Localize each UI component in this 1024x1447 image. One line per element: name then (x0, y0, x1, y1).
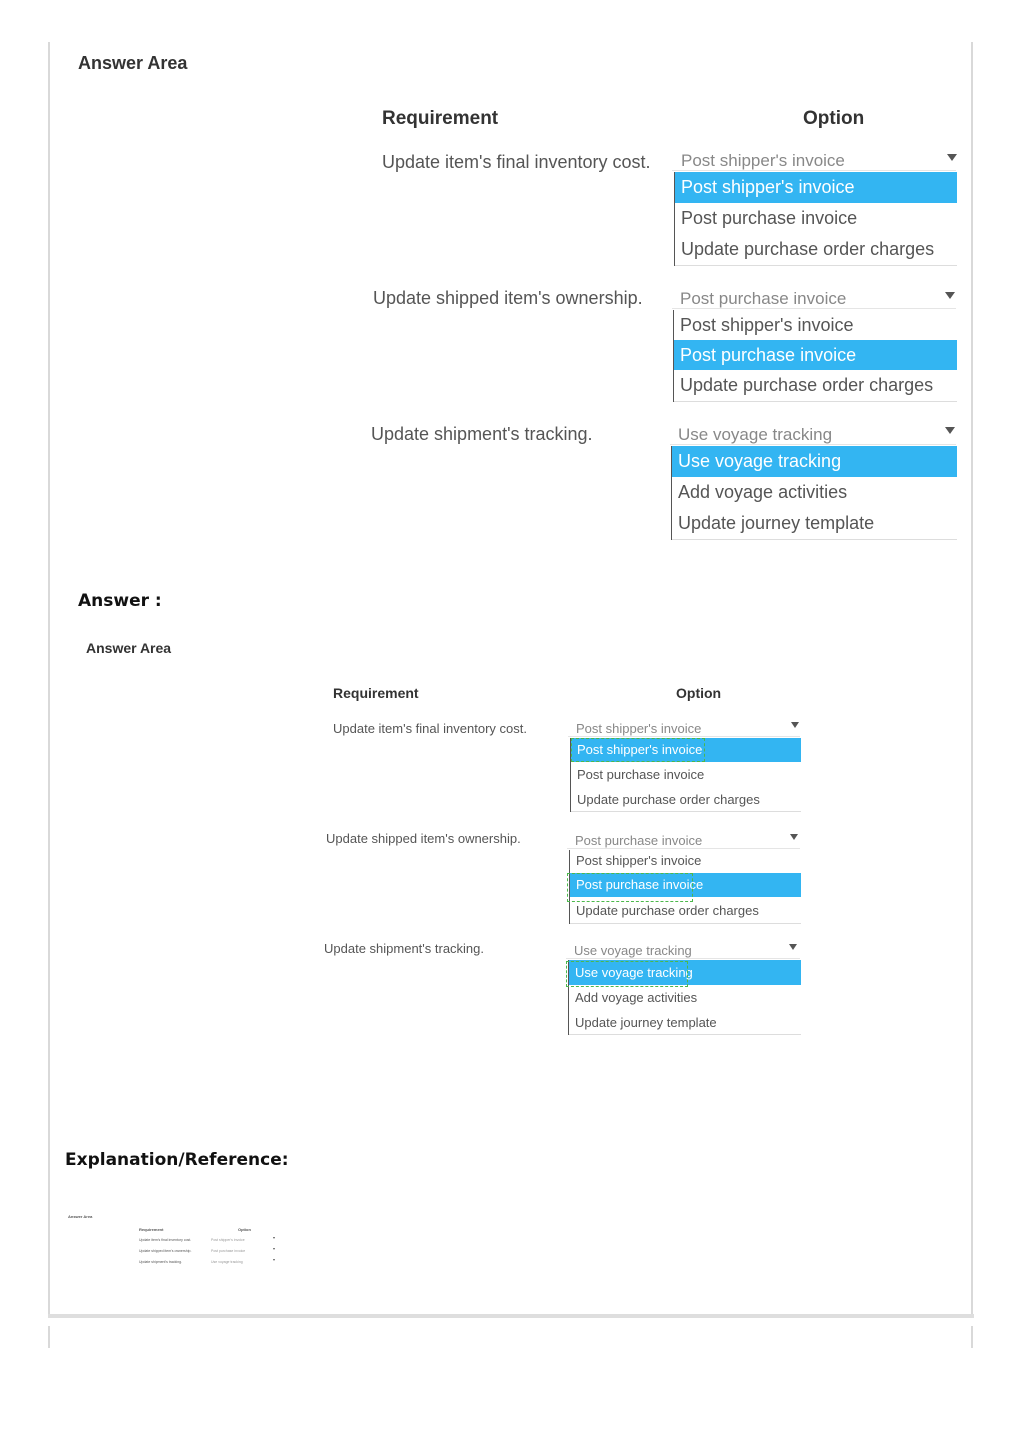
requirement-text: Update shipment's tracking. (371, 424, 593, 444)
requirement-header: Requirement (333, 685, 419, 701)
dropdown-option[interactable]: Post purchase invoice (577, 767, 705, 782)
dropdown-underline (672, 308, 956, 309)
mini-requirement-text: Update shipped item's ownership. (139, 1249, 192, 1253)
mini-answer-area-title: Answer Area (68, 1214, 93, 1219)
option-dropdown[interactable] (566, 940, 800, 1036)
chevron-down-icon[interactable] (945, 427, 955, 434)
dropdown-option[interactable]: Update purchase order charges (681, 239, 935, 259)
mini-selected-value: Use voyage tracking (211, 1260, 243, 1264)
explanation-label: Explanation/Reference: (65, 1150, 289, 1170)
option-dropdown[interactable] (567, 830, 800, 926)
dropdown-option[interactable]: Use voyage tracking (569, 960, 801, 985)
next-page-border-right (971, 1326, 973, 1348)
dropdown-option-list (674, 172, 957, 266)
requirement-text: Update shipped item's ownership. (326, 831, 521, 846)
option-header: Option (676, 685, 722, 701)
dropdown-bottom-border (672, 539, 957, 540)
dropdown-selected-value[interactable]: Use voyage tracking (574, 943, 692, 958)
mini-chevron-icon (273, 1248, 275, 1250)
answer-label: Answer : (78, 591, 162, 611)
dropdown-option-list (671, 446, 957, 540)
dropdown-option[interactable]: Use voyage tracking (672, 446, 957, 477)
dropdown-underline (567, 848, 800, 849)
chevron-down-icon[interactable] (945, 292, 955, 299)
mini-chevron-icon (273, 1259, 275, 1261)
dropdown-underline (566, 958, 800, 959)
dropdown-option[interactable]: Post purchase invoice (674, 340, 957, 370)
dropdown-option[interactable]: Update purchase order charges (680, 375, 934, 395)
requirement-text: Update shipment's tracking. (324, 941, 485, 956)
dropdown-option[interactable]: Update purchase order charges (577, 792, 760, 807)
option-header: Option (803, 108, 865, 129)
chevron-down-icon[interactable] (789, 944, 797, 950)
dropdown-underline (670, 444, 956, 445)
dropdown-option-list (570, 738, 801, 812)
requirement-text: Update item's final inventory cost. (333, 721, 527, 736)
option-dropdown[interactable] (568, 718, 800, 814)
dropdown-option[interactable]: Post shipper's invoice (576, 853, 702, 868)
option-dropdown[interactable] (670, 420, 956, 542)
mini-requirement-header: Requirement (139, 1227, 164, 1232)
dropdown-bottom-border (674, 401, 957, 402)
mini-requirement-text: Update shipment's tracking. (139, 1260, 183, 1264)
dropdown-option-list (568, 960, 801, 1035)
dropdown-bottom-border (675, 265, 957, 266)
option-dropdown[interactable] (672, 284, 956, 404)
requirement-text: Update item's final inventory cost. (382, 152, 651, 172)
dropdown-bottom-border (570, 923, 801, 924)
chevron-down-icon[interactable] (790, 834, 798, 840)
dropdown-option[interactable]: Add voyage activities (575, 990, 698, 1005)
answer-area-title: Answer Area (86, 640, 172, 656)
dropdown-option-list (569, 850, 801, 924)
dropdown-underline (568, 736, 800, 737)
page-border-left (48, 42, 50, 1316)
dropdown-underline (672, 170, 956, 171)
dropdown-option[interactable]: Post shipper's invoice (680, 315, 854, 335)
dropdown-option[interactable]: Post purchase invoice (681, 208, 858, 228)
dropdown-option[interactable]: Post shipper's invoice (675, 172, 957, 203)
dropdown-selected-value[interactable]: Post shipper's invoice (681, 151, 845, 170)
requirement-header: Requirement (382, 108, 499, 129)
dropdown-option[interactable]: Post purchase invoice (570, 873, 801, 897)
next-page-border-left (48, 1326, 50, 1348)
dropdown-option[interactable]: Update journey template (575, 1015, 717, 1030)
page-border-right (971, 42, 973, 1316)
dropdown-option-list (673, 310, 957, 402)
dropdown-selected-value[interactable]: Post purchase invoice (680, 289, 847, 308)
dropdown-option[interactable]: Add voyage activities (678, 482, 848, 502)
dropdown-selected-value[interactable]: Use voyage tracking (678, 425, 833, 444)
dropdown-selected-value[interactable]: Post shipper's invoice (576, 721, 702, 736)
requirement-text: Update shipped item's ownership. (373, 288, 643, 308)
dropdown-option[interactable]: Update journey template (678, 513, 875, 533)
mini-option-header: Option (238, 1227, 251, 1232)
dropdown-bottom-border (571, 811, 801, 812)
dropdown-bottom-border (569, 1034, 801, 1035)
chevron-down-icon[interactable] (791, 722, 799, 728)
answer-area-title: Answer Area (78, 53, 188, 73)
option-dropdown[interactable] (672, 146, 956, 268)
chevron-down-icon[interactable] (947, 154, 957, 161)
dropdown-option[interactable]: Update purchase order charges (576, 903, 759, 918)
page-border-bottom (48, 1314, 974, 1318)
dropdown-selected-value[interactable]: Post purchase invoice (575, 833, 703, 848)
mini-selected-value: Post purchase invoice (211, 1249, 246, 1253)
dropdown-option[interactable]: Post shipper's invoice (571, 738, 801, 762)
mini-requirement-text: Update item's final inventory cost. (139, 1238, 192, 1242)
mini-selected-value: Post shipper's invoice (211, 1238, 245, 1242)
mini-chevron-icon (273, 1237, 275, 1239)
